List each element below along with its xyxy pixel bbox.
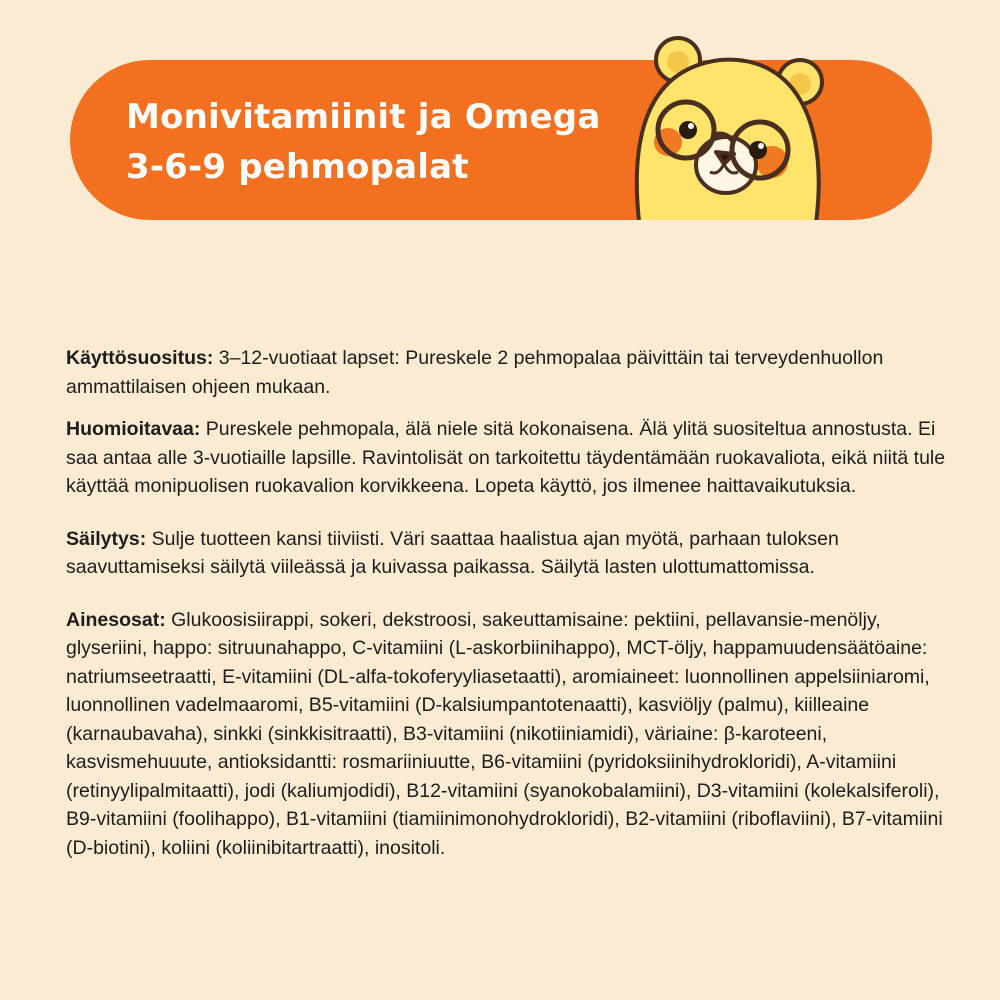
bear-with-glasses-icon — [600, 30, 840, 230]
ingredients-label: Ainesosat: — [66, 608, 166, 631]
usage-section — [66, 344, 946, 401]
ingredients-section — [66, 606, 946, 863]
warnings-label: Huomioitavaa: — [66, 418, 201, 440]
warnings-section — [66, 415, 946, 501]
storage-section — [66, 525, 946, 582]
page-title — [126, 92, 606, 192]
title-line-2: 3-6-9 pehmopalat — [126, 147, 469, 187]
warnings-text: Pureskele pehmopala, älä niele sitä kokonaisena. Älä ylitä suositeltua annostusta. Ei saa antaa alle 3-vuotiaille lapsille. Ravintolisät on tarkoitettu täydentämään ruokavaliota, eikä niitä tule käyttää monipuolisen ruokavalion korvikkeena. Lopeta käyttö, jos ilmenee haittavaikutuksia. — [66, 418, 946, 497]
storage-text: Sulje tuotteen kansi tiiviisti. Väri saattaa haalistua ajan myötä, parhaan tuloksen saavuttamiseksi säilytä viileässä ja kuivassa paikassa. Säilytä lasten ulottumattomissa. — [66, 527, 839, 578]
usage-text: 3–12-vuotiaat lapset: Pureskele 2 pehmopalaa päivittäin tai terveydenhuollon ammattilaisen ohjeen mukaan. — [66, 347, 884, 398]
title-line-1: Monivitamiinit ja Omega — [126, 97, 601, 137]
product-info — [66, 344, 946, 876]
storage-label: Säilytys: — [66, 527, 147, 550]
usage-label: Käyttösuositus: — [66, 347, 214, 369]
ingredients-text: Glukoosisiirappi, sokeri, dekstroosi, sakeuttamisaine: pektiini, pellavansie-menöljy, glyseriini, happo: sitruunahappo, C-vitamiini (L-askorbiinihappo), MCT-öljy, happamuudensäätöaine: natriumseetraatti, E-vitamiini (DL-alfa-tokoferyyliasetaatti), aromiaineet: luonnollinen appelsiiniaromi, luonnollinen vadelmaaromi, B5-vitamiini (D-kalsiumpantotenaatti), kasviöljy (palmu), kiilleaine (karnaubavaha), sinkki (sinkkisitraatti), B3-vitamiini (nikotiiniamidi), väriaine: β-karoteeni, kasvismehuuute, antioksidantti: rosmariiniuutte, B6-vitamiini (pyridoksiinihydrokloridi), A-vitamiini (retinyylipalmitaatti), jodi (kaliumjodidi), B12-vitamiini (syanokobalamiini), D3-vitamiini (kolekalsiferoli), B9-vitamiini (foolihappo), B1-vitamiini (tiamiinimonohydrokloridi), B2-vitamiini (riboflaviini), B7-vitamiini (D-biotini), koliini (koliinibitartraatti), inositoli. — [66, 608, 943, 859]
